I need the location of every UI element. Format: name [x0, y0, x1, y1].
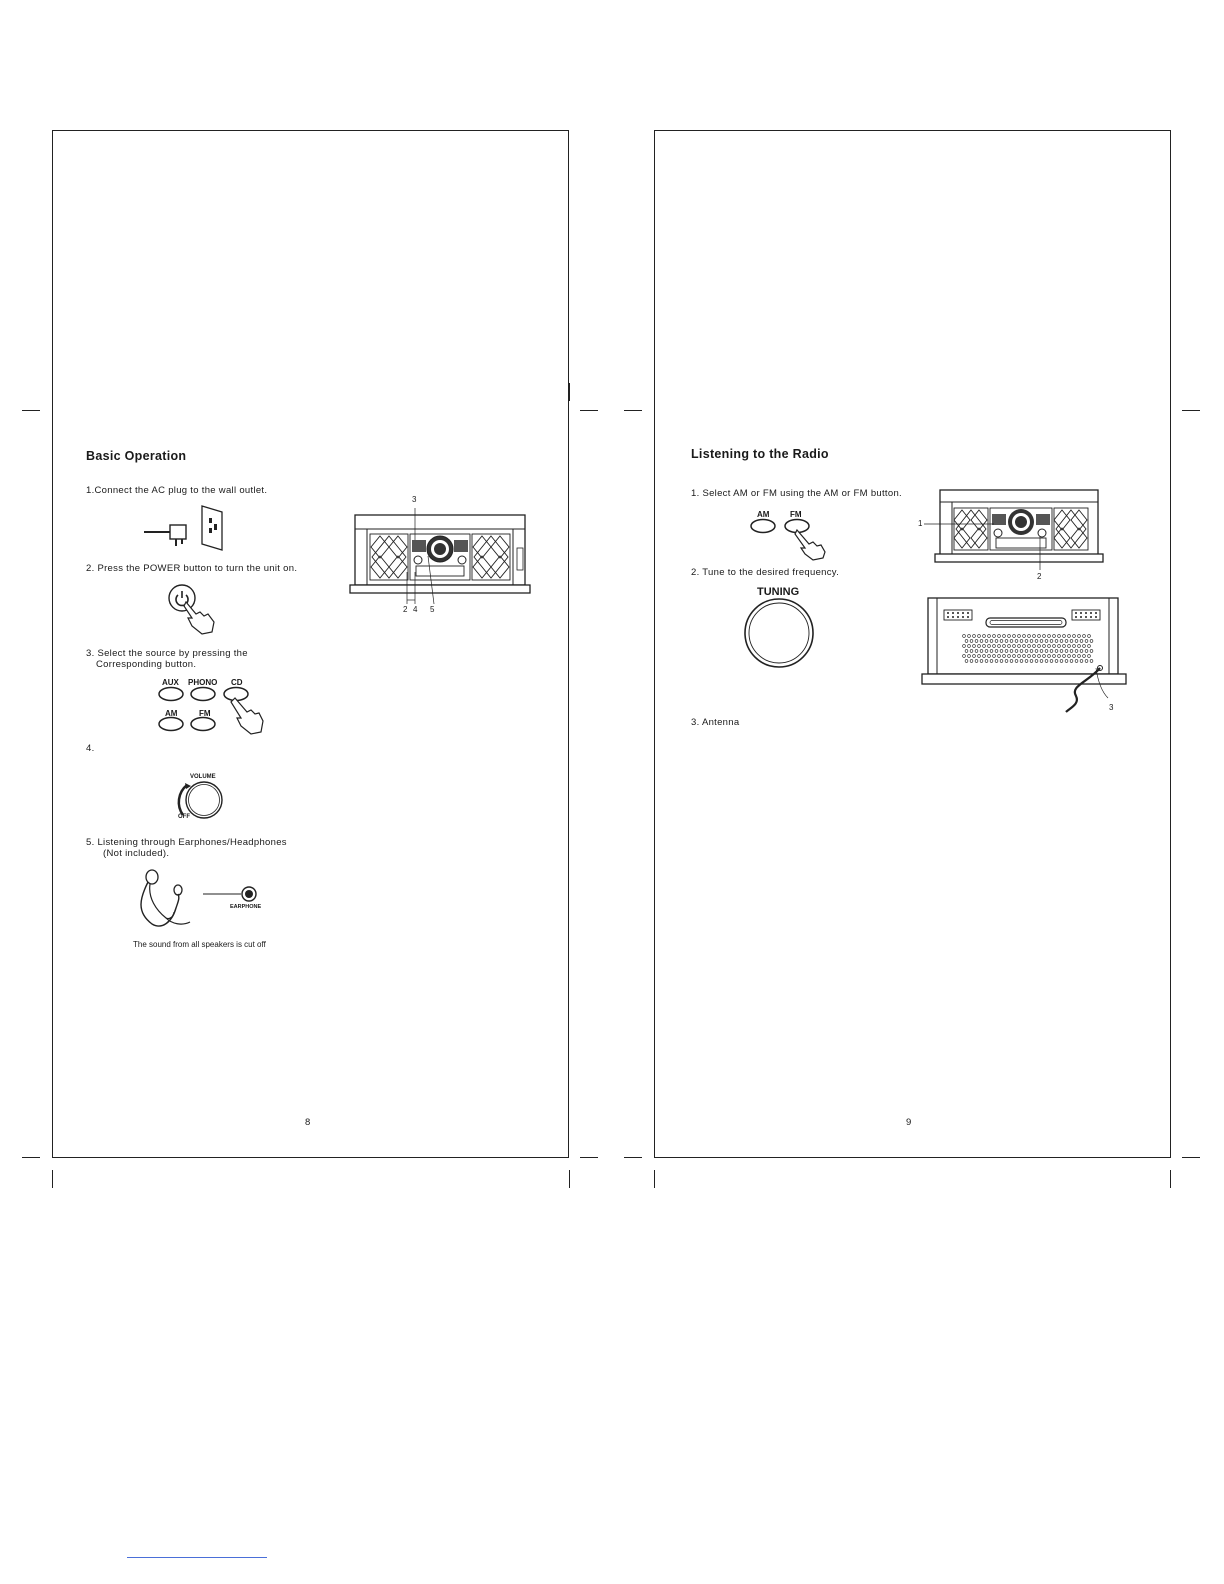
radio-fm-label: FM: [790, 510, 802, 519]
radio-step-3-text: 3. Antenna: [691, 717, 740, 728]
radio-step-1-text: 1. Select AM or FM using the AM or FM button.: [691, 488, 902, 499]
left-page: [52, 130, 569, 1158]
callout-2: 2: [403, 605, 408, 614]
radio-callout-3: 3: [1109, 703, 1114, 712]
radio-am-label: AM: [757, 510, 770, 519]
volume-off-label: OFF: [178, 814, 190, 820]
unit-rear-view-illustration: [920, 596, 1130, 714]
step-5-text-cont: (Not included).: [103, 848, 170, 859]
source-buttons-illustration: [157, 686, 267, 736]
page-number-8: 8: [305, 1117, 311, 1128]
hand-pointer-icon: [184, 602, 214, 634]
step-4-text: 4.: [86, 743, 95, 754]
step-2-text: 2. Press the POWER button to turn the unit on.: [86, 563, 298, 574]
am-label: AM: [165, 709, 178, 718]
cd-label: CD: [231, 678, 243, 687]
step-3-text-cont: Corresponding button.: [96, 659, 197, 670]
radio-callout-1: 1: [918, 519, 923, 528]
tuning-label: TUNING: [757, 586, 800, 598]
tuning-knob-illustration: [744, 598, 814, 668]
phono-label: PHONO: [188, 678, 218, 687]
power-button-illustration: [168, 584, 224, 636]
hand-pointer-icon: [795, 530, 825, 560]
am-fm-buttons-illustration: [749, 518, 829, 560]
step-1-text: 1.Connect the AC plug to the wall outlet.: [86, 485, 268, 496]
aux-label: AUX: [162, 678, 179, 687]
radio-step-2-text: 2. Tune to the desired frequency.: [691, 567, 840, 578]
page-number-9: 9: [906, 1117, 912, 1128]
fm-label: FM: [199, 709, 211, 718]
callout-4: 4: [413, 605, 418, 614]
callout-3: 3: [412, 495, 417, 504]
earphone-jack-icon: [240, 885, 258, 903]
volume-knob-illustration: [175, 781, 227, 821]
section-title-listening-radio: Listening to the Radio: [691, 447, 829, 461]
hand-pointer-icon: [231, 698, 263, 734]
step-3-text: 3. Select the source by pressing the: [86, 648, 248, 659]
radio-callout-2: 2: [1037, 572, 1042, 581]
earphones-icon: [132, 868, 204, 934]
ac-plug-icon: [144, 520, 194, 550]
wall-outlet-icon: [200, 506, 224, 550]
radio-unit-front-illustration: [932, 488, 1104, 568]
earphone-jack-label: EARPHONE: [230, 904, 262, 910]
section-title-basic-operation: Basic Operation: [86, 449, 187, 463]
callout-5: 5: [430, 605, 435, 614]
unit-front-view-illustration: [350, 512, 530, 596]
step-5-text: 5. Listening through Earphones/Headphones: [86, 837, 287, 848]
earphone-caption: The sound from all speakers is cut off: [133, 940, 266, 949]
footer-link-underline: [127, 1557, 267, 1558]
volume-label: VOLUME: [190, 774, 216, 780]
earphone-connect-line: [203, 893, 243, 895]
